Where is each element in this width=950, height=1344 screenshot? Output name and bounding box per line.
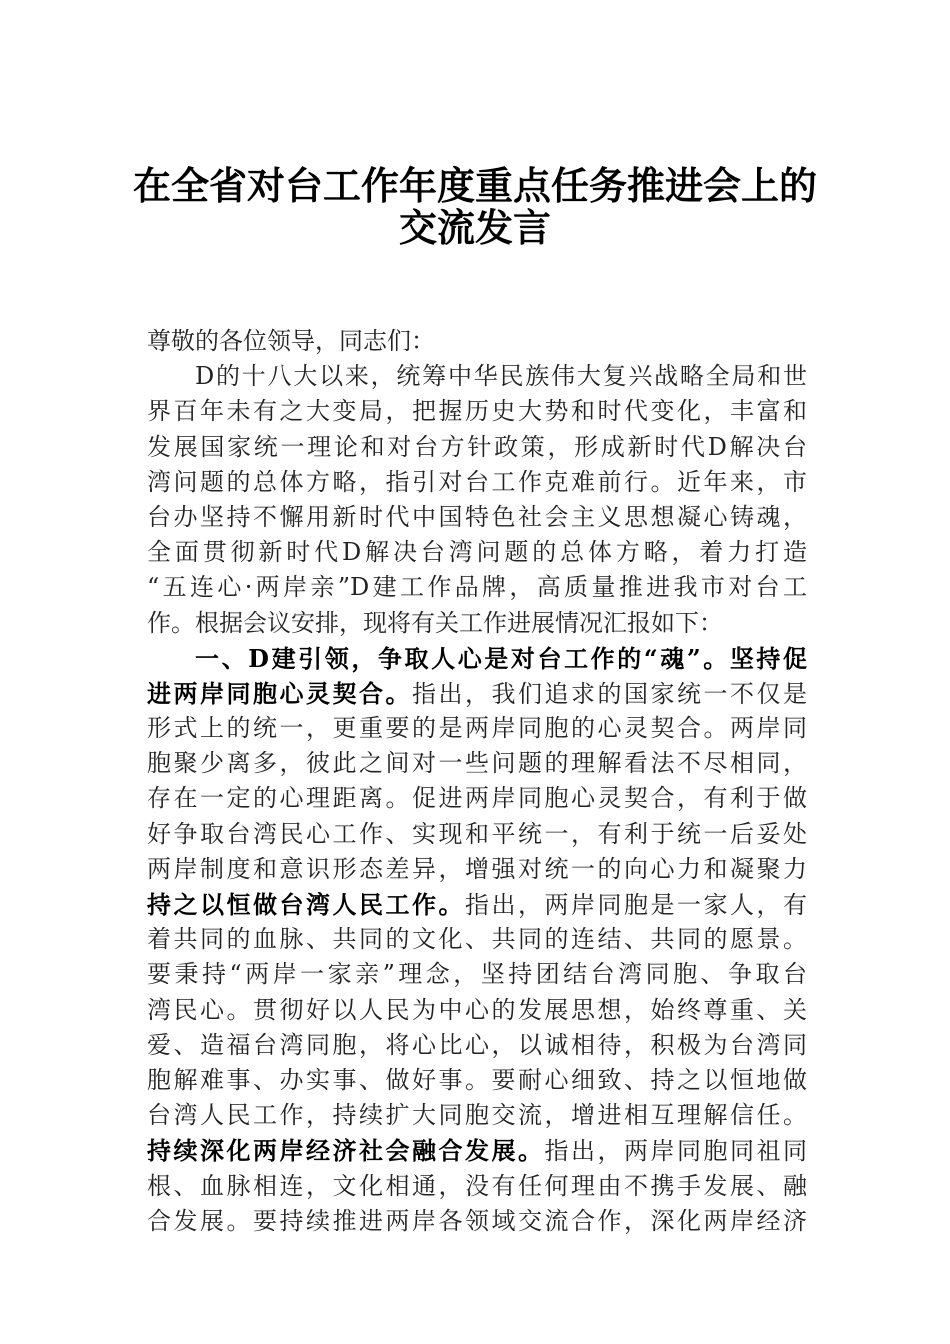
paragraph-line: 湾民心。贯彻好以人民为中心的发展思想，始终尊重、关 [147,995,807,1024]
paragraph-line: 着共同的血脉、共同的文化、共同的连结、共同的愿景。 [147,925,807,954]
paragraph-line: 全面贯彻新时代D解决台湾问题的总体方略，着力打造 [147,538,807,567]
paragraph-line: 合发展。要持续推进两岸各领域交流合作，深化两岸经济 [147,1206,807,1235]
paragraph-line: 两岸制度和意识形态差异，增强对统一的向心力和凝聚力 [147,854,807,883]
paragraph-line: 界百年未有之大变局，把握历史大势和时代变化，丰富和 [147,397,807,426]
subheading: 持之以恒做台湾人民工作。 [147,890,465,919]
paragraph-line [147,676,807,711]
paragraph-line: 形式上的统一，更重要的是两岸同胞的心灵契合。两岸同 [147,714,807,743]
paragraph-line: 根、血脉相连，文化相通，没有任何理由不携手发展、融 [147,1171,807,1200]
paragraph-line: 胞解难事、办实事、做好事。要耐心细致、持之以恒地做 [147,1065,807,1094]
paragraph-line: 作。根据会议安排，现将有关工作进展情况汇报如下： [147,608,723,637]
paragraph-line: D的十八大以来，统筹中华民族伟大复兴战略全局和世 [195,362,807,391]
paragraph-text: 指出，两岸同胞是一家人，有 [465,891,807,919]
paragraph-line: 爱、造福台湾同胞，将心比心，以诚相待，积极为台湾同 [147,1030,807,1059]
paragraph-line: 台湾人民工作，持续扩大同胞交流，增进相互理解信任。 [147,1101,807,1130]
section-heading: 一、D建引领，争取人心是对台工作的“魂”。坚持促 [195,643,807,673]
paragraph-line: 好争取台湾民心工作、实现和平统一，有利于统一后妥处 [147,819,807,848]
section-heading-continued: 进两岸同胞心灵契合。 [147,678,412,708]
paragraph-line: 台办坚持不懈用新时代中国特色社会主义思想凝心铸魂， [147,502,807,531]
document-title-line-2: 交流发言 [398,205,551,250]
paragraph-text: 指出，我们追求的国家统一不仅是 [412,679,807,708]
paragraph-line: 存在一定的心理距离。促进两岸同胞心灵契合，有利于做 [147,784,807,813]
paragraph-line [147,1133,807,1168]
paragraph-line: 湾问题的总体方略，指引对台工作克难前行。近年来，市 [147,467,807,496]
subheading: 持续深化两岸经济社会融合发展。 [147,1136,545,1166]
salutation: 尊敬的各位领导，同志们： [147,327,435,355]
paragraph-line: 发展国家统一理论和对台方针政策，形成新时代D解决台 [147,432,807,461]
document-title-line-1: 在全省对台工作年度重点任务推进会上的 [132,163,817,208]
paragraph-text: 指出，两岸同胞同祖同 [544,1137,807,1166]
paragraph-line [147,887,807,922]
paragraph-line: 要秉持“两岸一家亲”理念，坚持团结台湾同胞、争取台 [147,960,807,989]
paragraph-line: “五连心·两岸亲”D建工作品牌，高质量推进我市对台工 [147,573,807,602]
paragraph-line: 胞聚少离多，彼此之间对一些问题的理解看法不尽相同， [147,749,807,778]
document-body [147,324,807,1239]
